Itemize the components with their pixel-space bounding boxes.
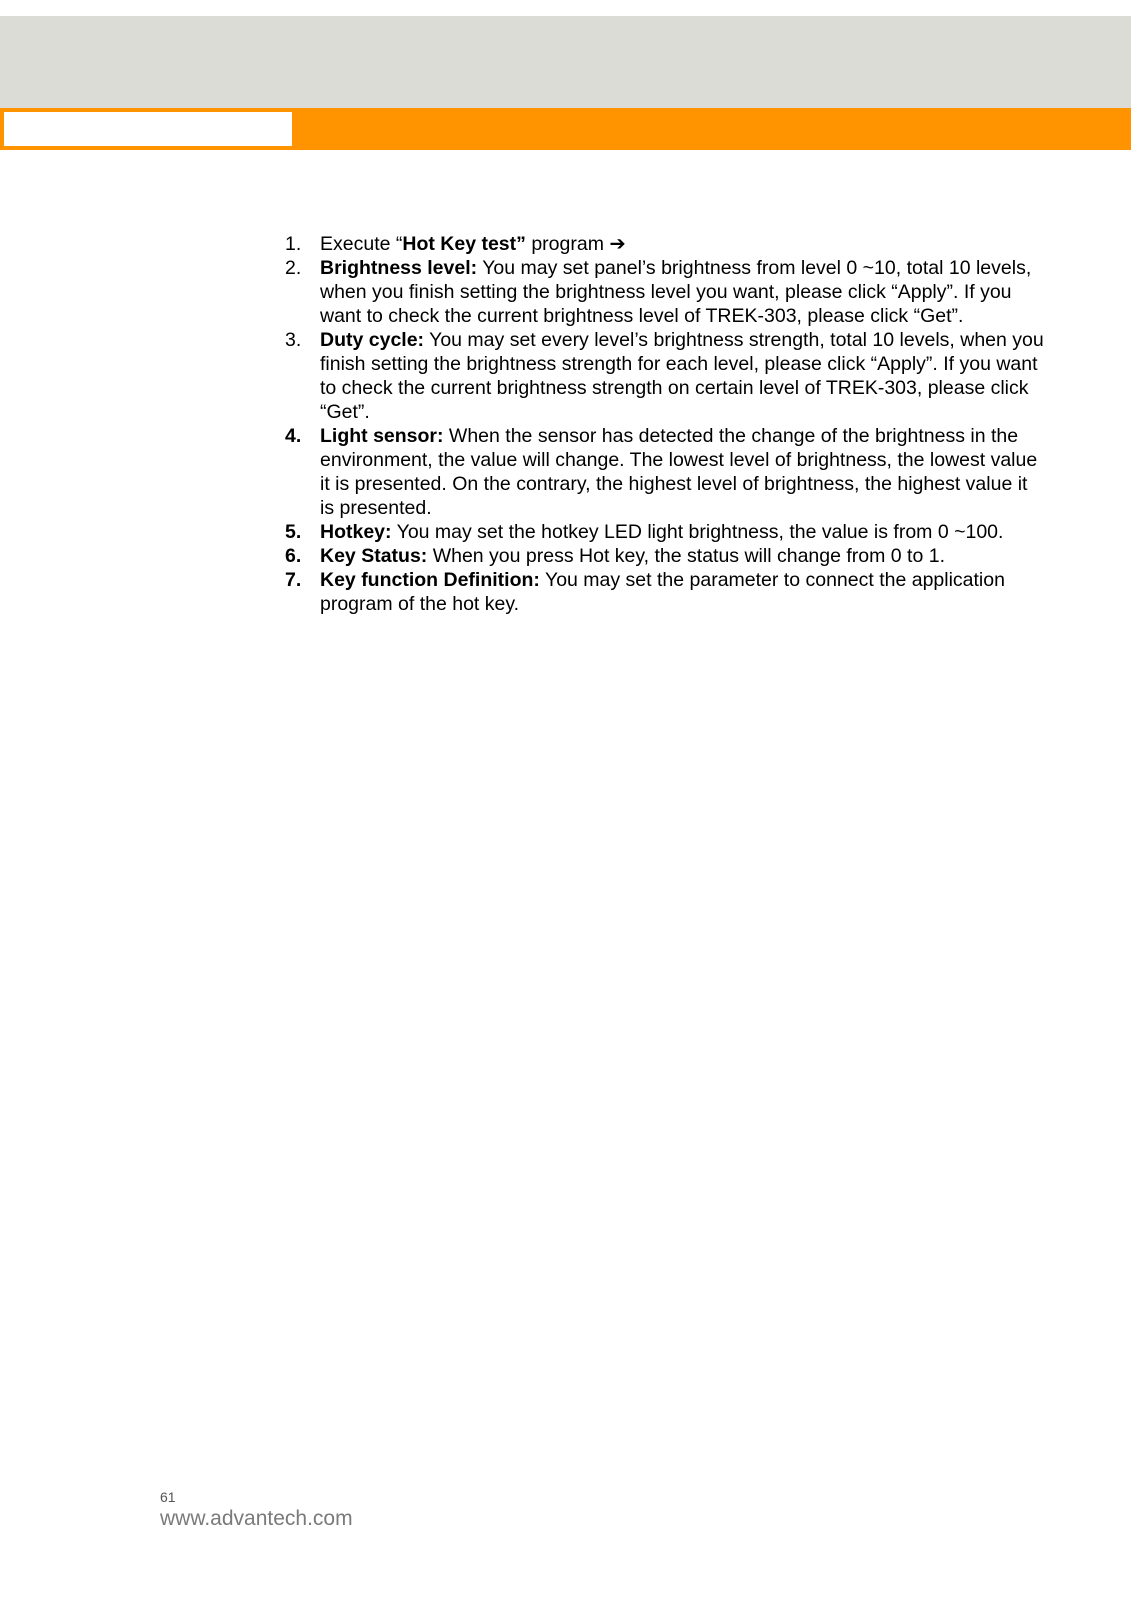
list-item-text: You may set the parameter to connect the application program of the hot key. xyxy=(320,569,1005,615)
header-section-tab xyxy=(2,110,294,148)
list-item-term: Hotkey: xyxy=(320,521,392,543)
list-item-prefix: Execute “ xyxy=(320,233,403,255)
list-item xyxy=(285,544,1045,568)
list-item-number: 2. xyxy=(285,257,302,279)
list-item-term: Key function Definition: xyxy=(320,569,540,591)
instruction-list-section xyxy=(285,232,1045,616)
list-item-term: Hot Key test” xyxy=(402,233,526,255)
list-item-term: Brightness level: xyxy=(320,257,478,279)
list-item xyxy=(285,424,1045,520)
list-item-text: When the sensor has detected the change of the brightness in the environment, the value will change. The lowest level of brightness, the lowest value it is presented. On the contrary, the highest level of brightness, the highest value it is presented. xyxy=(320,425,1038,519)
instruction-list xyxy=(285,232,1045,616)
list-item-number: 1. xyxy=(285,233,302,255)
list-item-term: Light sensor: xyxy=(320,425,444,447)
list-item-text: When you press Hot key, the status will change from 0 to 1. xyxy=(427,545,945,567)
list-item-text: You may set every level’s brightness strength, total 10 levels, when you finish setting the brightness strength for each level, please click “Apply”. If you want to check the current brightness strength on certain level of TREK-303, please click “Get”. xyxy=(320,329,1044,423)
footer-url[interactable]: www.advantech.com xyxy=(160,1507,353,1530)
list-item-number: 5. xyxy=(285,521,302,543)
list-item-number: 6. xyxy=(285,545,302,567)
list-item-text: You may set the hotkey LED light brightness, the value is from 0 ~100. xyxy=(391,521,1004,543)
list-item-number: 4. xyxy=(285,425,302,447)
list-item xyxy=(285,328,1045,424)
arrow-right-icon: ➔ xyxy=(609,232,626,255)
list-item-number: 7. xyxy=(285,569,302,591)
page-number: 61 xyxy=(160,1489,176,1505)
list-item-text: You may set panel’s brightness from level 0 ~10, total 10 levels, when you finish setting the brightness level you want, please click “Apply”. If you want to check the current brightness level of TREK-303, please click “Get”. xyxy=(320,257,1032,327)
list-item-number: 3. xyxy=(285,329,302,351)
list-item-term: Duty cycle: xyxy=(320,329,425,351)
list-item xyxy=(285,568,1045,616)
list-item-term: Key Status: xyxy=(320,545,428,567)
list-item xyxy=(285,232,1045,256)
list-item xyxy=(285,256,1045,328)
list-item xyxy=(285,520,1045,544)
list-item-text: program xyxy=(525,233,610,255)
header-band xyxy=(0,16,1131,110)
